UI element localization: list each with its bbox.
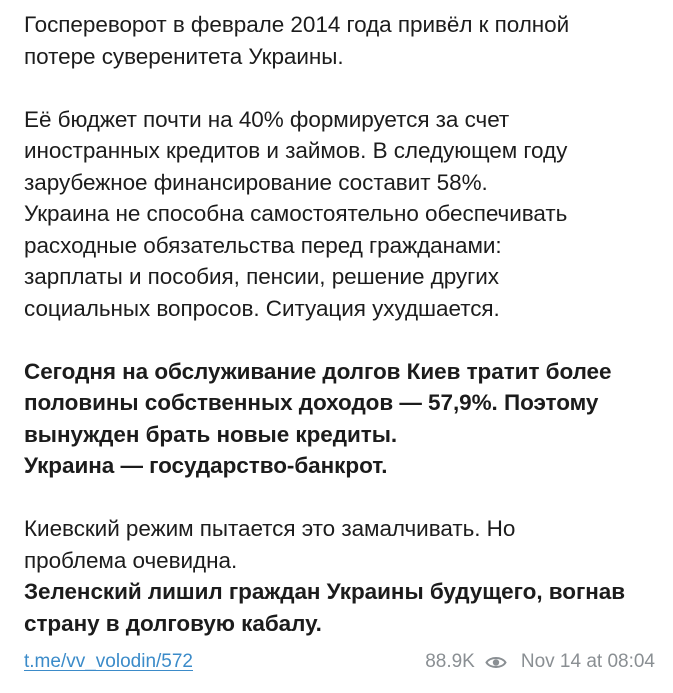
text-line: вынужден брать новые кредиты. — [24, 421, 398, 447]
paragraph-gap — [24, 72, 647, 104]
text-line: Украина не способна самостоятельно обеспечивать — [24, 201, 568, 226]
text-line: Госпереворот в феврале 2014 года привёл к полной — [24, 12, 570, 37]
text-line: половины собственных доходов — 57,9%. Поэтому — [24, 390, 599, 415]
message-text — [24, 9, 647, 639]
paragraph-3-bold — [24, 356, 647, 482]
eye-icon — [485, 655, 507, 670]
paragraph-2 — [24, 104, 647, 325]
text-line: Зеленский лишил граждан Украины будущего, вогнав — [24, 579, 626, 604]
message-time: Nov 14 at 08:04 — [520, 651, 655, 672]
text-line: социальных вопросов. Ситуация ухудшается. — [24, 295, 500, 321]
source-link[interactable]: t.me/vv_volodin/572 — [24, 651, 193, 672]
text-line: Сегодня на обслуживание долгов Киев тратит более — [24, 358, 612, 384]
text-line: зарубежное финансирование составит 58%. — [24, 169, 488, 195]
text-line: расходные обязательства перед гражданами: — [24, 232, 502, 258]
views-count: 88.9K — [425, 651, 475, 672]
paragraph-1 — [24, 9, 647, 72]
text-line: потере суверенитета Украины. — [24, 43, 344, 69]
text-line: Её бюджет почти на 40% формируется за счет — [24, 106, 510, 132]
paragraph-4 — [24, 513, 647, 576]
text-line: Украина — государство-банкрот. — [24, 453, 388, 478]
paragraph-gap — [24, 482, 647, 514]
paragraph-5-bold — [24, 576, 647, 639]
paragraph-gap — [24, 324, 647, 356]
text-line: проблема очевидна. — [24, 547, 238, 573]
text-line: зарплаты и пособия, пенсии, решение других — [24, 264, 500, 289]
message-footer — [24, 648, 655, 676]
text-line: Киевский режим пытается это замалчивать. Но — [24, 516, 516, 541]
text-line: страну в долговую кабалу. — [24, 610, 322, 636]
text-line: иностранных кредитов и займов. В следующем году — [24, 138, 568, 163]
